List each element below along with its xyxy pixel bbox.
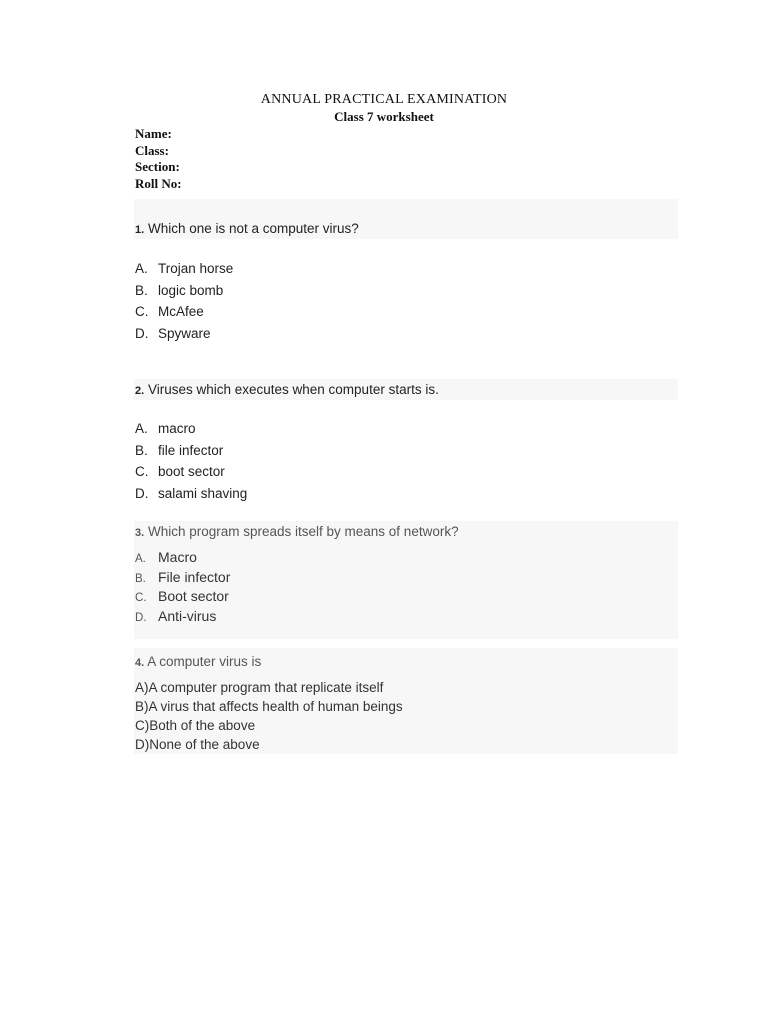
option-text: macro: [158, 421, 196, 436]
question-2-text: Viruses which executes when computer starts is.: [147, 382, 439, 397]
option-text: file infector: [158, 442, 224, 458]
option-letter: D.: [135, 326, 149, 342]
option-item: [135, 440, 247, 462]
option-item: B)A virus that affects health of human beings: [135, 699, 403, 714]
question-1-text: Which one is not a computer virus?: [147, 221, 359, 236]
option-text: Trojan horse: [158, 261, 234, 276]
option-letter: A.: [135, 261, 148, 276]
option-item: [135, 418, 247, 440]
question-1-options: [135, 258, 233, 345]
option-letter: D.: [135, 486, 149, 502]
roll-no-field-label: Roll No:: [135, 175, 182, 191]
option-text: Spyware: [158, 326, 211, 342]
question-3-number: 3.: [135, 527, 145, 539]
option-item: [135, 258, 233, 280]
option-item: [135, 587, 230, 607]
question-3-text: Which program spreads itself by means of network?: [147, 524, 459, 539]
option-text: McAfee: [158, 304, 204, 320]
option-text: salami shaving: [158, 486, 248, 502]
option-item: [135, 568, 230, 588]
question-4-text: A computer virus is: [147, 654, 262, 669]
option-text: boot sector: [158, 464, 225, 480]
class-field-label: Class:: [135, 142, 169, 158]
question-3-options: [135, 548, 230, 627]
option-text: Anti-virus: [158, 608, 217, 625]
question-4-options: [135, 678, 403, 754]
option-item: D)None of the above: [135, 737, 260, 752]
option-item: [135, 548, 230, 568]
option-item: C)Both of the above: [135, 718, 256, 733]
option-item: [135, 301, 233, 323]
option-item: A)A computer program that replicate itself: [135, 680, 384, 695]
option-letter: D.: [135, 612, 147, 625]
option-letter: C.: [135, 304, 149, 320]
question-2: [135, 382, 439, 397]
option-text: Boot sector: [158, 588, 229, 605]
option-letter: C.: [135, 464, 149, 480]
question-4: [135, 654, 261, 669]
name-field-label: Name:: [135, 126, 172, 141]
option-letter: A.: [135, 421, 148, 436]
option-letter: B.: [135, 282, 148, 298]
question-4-number: 4.: [135, 657, 145, 669]
question-2-options: [135, 418, 247, 505]
option-letter: C.: [135, 592, 147, 605]
option-item: [135, 323, 233, 345]
exam-title: ANNUAL PRACTICAL EXAMINATION: [260, 92, 508, 107]
option-item: [135, 461, 247, 483]
question-2-number: 2.: [135, 385, 145, 397]
option-letter: B.: [135, 572, 146, 585]
section-field-label: Section:: [135, 159, 180, 174]
option-letter: B.: [135, 442, 148, 458]
option-item: [135, 280, 233, 302]
option-item: [135, 483, 247, 505]
question-3: [135, 524, 459, 539]
question-1-number: 1.: [135, 224, 145, 236]
worksheet-subtitle: Class 7 worksheet: [334, 109, 434, 124]
option-item: [135, 607, 230, 627]
option-text: Macro: [158, 549, 197, 565]
student-info-block: [135, 126, 182, 192]
option-text: File infector: [158, 568, 231, 585]
option-text: logic bomb: [158, 282, 224, 298]
question-1: [135, 221, 359, 236]
option-letter: A.: [135, 553, 146, 565]
